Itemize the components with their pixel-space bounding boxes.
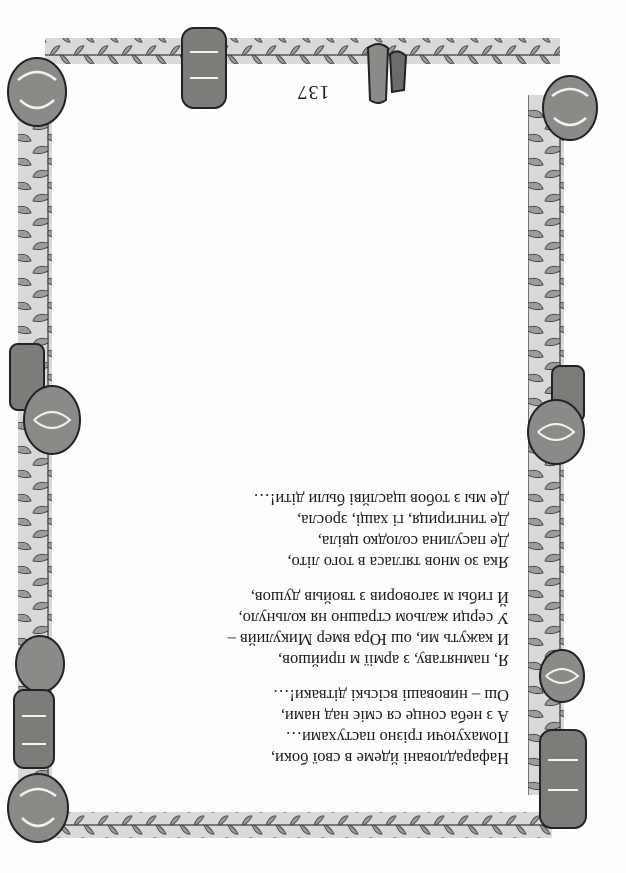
poem-line: Яка зо мнов тягласа в того літо, — [287, 553, 509, 572]
poem — [209, 475, 509, 769]
stanza — [209, 685, 509, 769]
poem-line: А з неба сонце ся сміє над нами, — [280, 707, 509, 726]
poem-line: Помахуючи грізно пастухами… — [285, 728, 509, 747]
poem-line: Ош – нивовашi всiськi дітваки!… — [272, 686, 509, 705]
page-number: 137 — [296, 81, 330, 103]
poem-line: Де мы з тобов щаслйві были діти!… — [253, 490, 509, 509]
poem-line: Де пасулина солодко цвіла, — [317, 532, 509, 551]
poem-line: Нафарадловані йдеме в свої боки, — [270, 749, 509, 768]
stanza — [209, 489, 509, 573]
stanza — [209, 587, 509, 671]
poem-line: И кажуть ми, ош Юра вмер Микулийв – — [227, 630, 509, 649]
poem-line: Й гибы м заговорив з твойыв душов, — [250, 588, 509, 607]
poem-line: Я, памнятаву, з армії м прийшов, — [278, 651, 509, 670]
poem-line: Де тингириця, гі хащі, зросла, — [297, 511, 509, 530]
poem-line: У серци жальом страшно ня кольнуло, — [238, 609, 509, 628]
